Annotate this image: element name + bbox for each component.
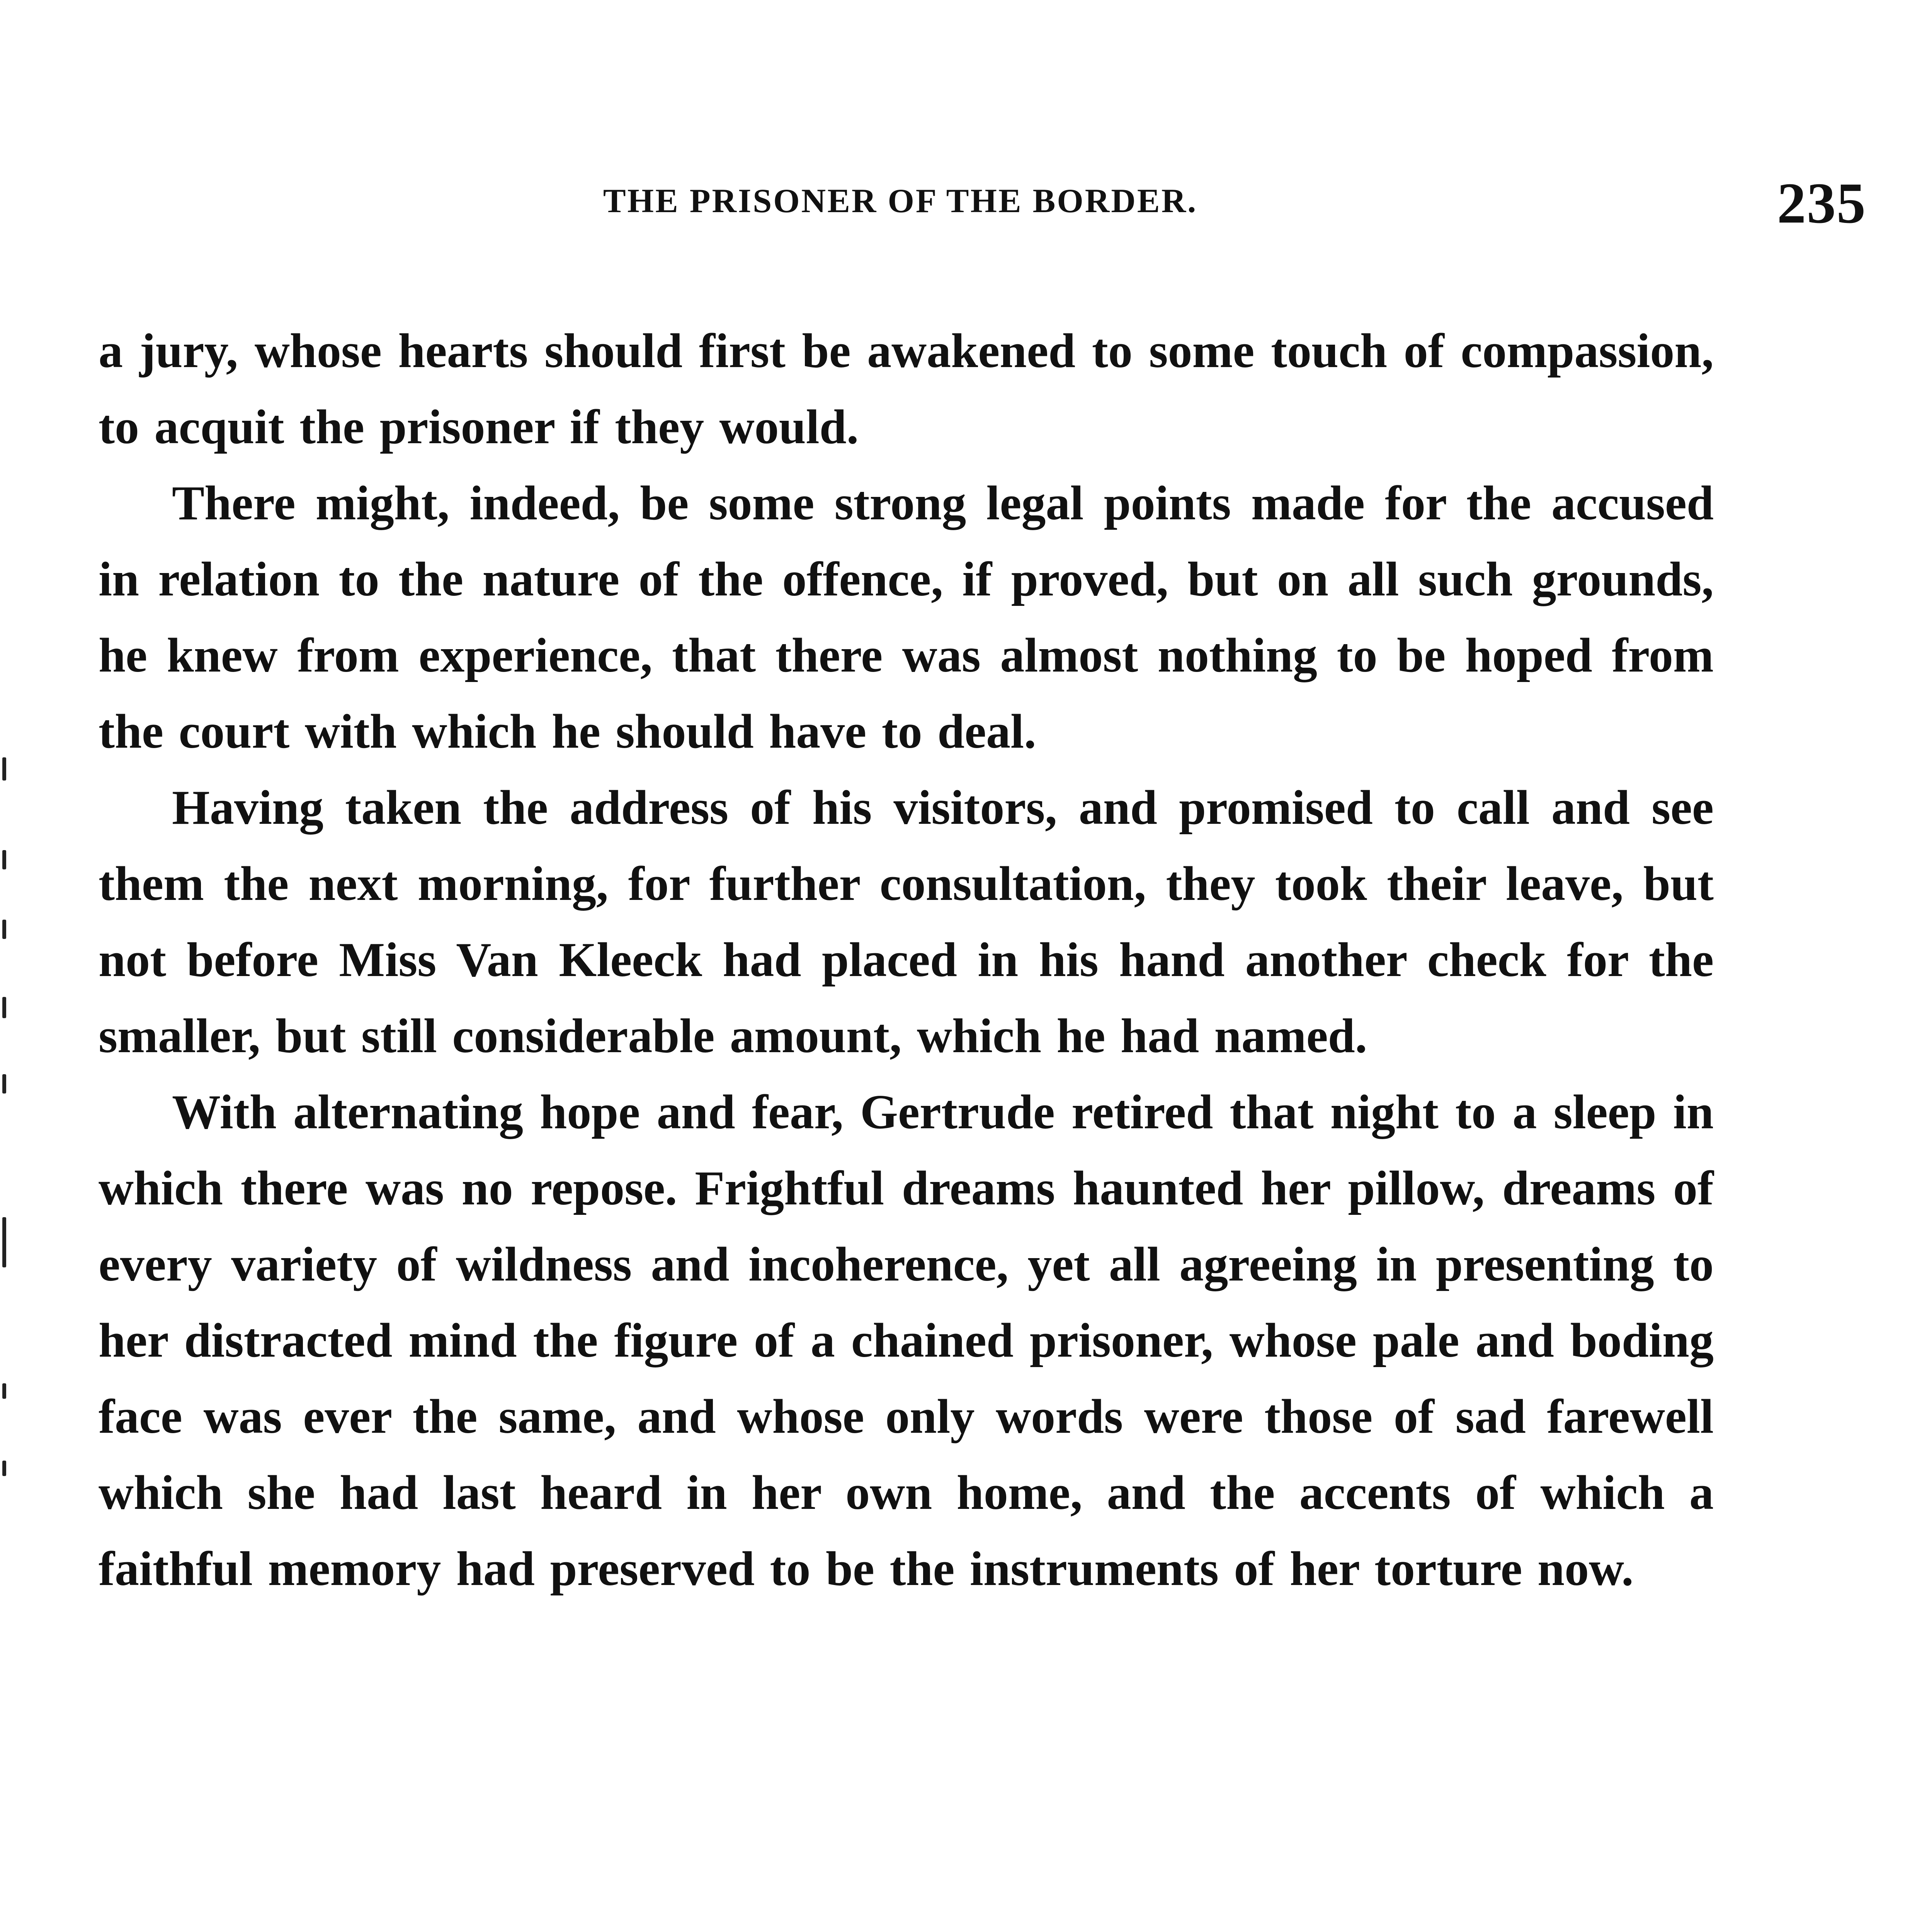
scan-mark <box>2 850 6 869</box>
paragraph: There might, indeed, be some strong legal points made for the accused in relation to the nature of the offence, if proved, but on all such grounds, he knew from experience, that there was almost nothing to be hoped from the court with which he should have to deal. <box>99 476 1714 759</box>
scan-mark <box>2 757 6 781</box>
paragraph: With alternating hope and fear, Gertrude retired that night to a sleep in which there was no repose. Frightful dreams haunted her pillow, dreams of every variety of wildness and incoherence, yet all agreeing in presenting to her distracted mind the figure of a chained prisoner, whose pale and boding face was ever the same, and whose only words were those of sad farewell which she had last heard in her own home, and the accents of which a faithful memory had preserved to be the instruments of her torture now. <box>99 1085 1714 1596</box>
binding-edge-marks <box>0 734 23 1932</box>
paragraph: a jury, whose hearts should first be awakened to some touch of compassion, to acquit the prisoner if they would. <box>99 324 1714 454</box>
scan-mark <box>2 1461 6 1476</box>
running-title: THE PRISONER OF THE BORDER. <box>603 182 1198 220</box>
scan-mark <box>2 997 6 1018</box>
running-head <box>97 170 1866 240</box>
scan-mark <box>2 1217 6 1267</box>
scan-mark <box>2 1074 6 1094</box>
scan-mark <box>2 1383 6 1399</box>
body-text <box>99 313 1714 1607</box>
scan-mark <box>2 920 6 939</box>
page-number: 235 <box>1777 171 1866 235</box>
paragraph: Having taken the address of his visitors, and promised to call and see them the next morning, for further consultation, they took their leave, but not before Miss Van Kleeck had placed in his hand another check for the smaller, but still considerable amount, which he had named. <box>99 781 1714 1063</box>
